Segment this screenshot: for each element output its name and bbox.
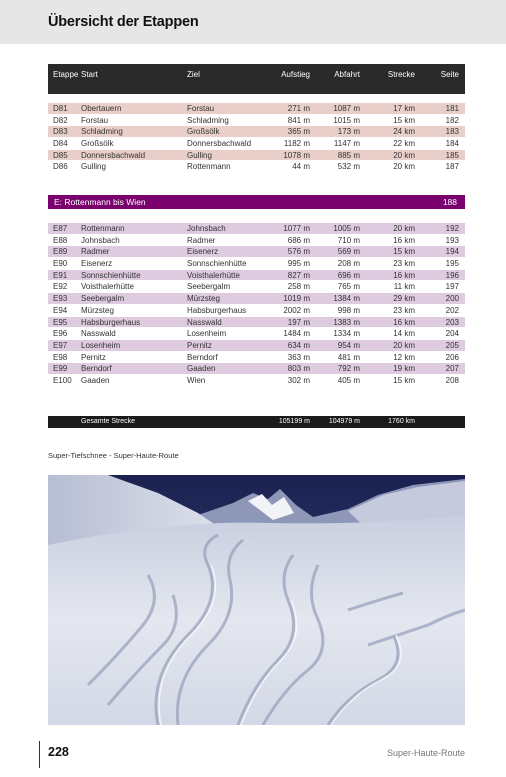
cell-start: Losenheim	[81, 340, 121, 350]
cell-strecke: 14 km	[393, 329, 415, 339]
cell-seite: 202	[445, 305, 459, 315]
header-abfahrt: Abfahrt	[334, 70, 360, 79]
cell-strecke: 15 km	[393, 115, 415, 125]
cell-strecke: 24 km	[393, 127, 415, 137]
cell-etappe: E94	[53, 305, 68, 315]
total-label: Gesamte Strecke	[81, 418, 136, 425]
cell-strecke: 23 km	[393, 259, 415, 269]
cell-start: Johnsbach	[81, 235, 120, 245]
table-row	[48, 258, 465, 270]
cell-abfahrt: 405 m	[337, 375, 360, 385]
cell-aufstieg: 1019 m	[283, 294, 310, 304]
table-row	[48, 305, 465, 317]
table-row	[48, 103, 465, 115]
cell-ziel: Seebergalm	[187, 282, 231, 292]
cell-aufstieg: 365 m	[287, 127, 310, 137]
table-row	[48, 352, 465, 364]
cell-strecke: 16 km	[393, 317, 415, 327]
cell-strecke: 19 km	[393, 364, 415, 374]
cell-seite: 183	[445, 127, 459, 137]
cell-strecke: 20 km	[393, 162, 415, 172]
cell-aufstieg: 827 m	[287, 270, 310, 280]
cell-abfahrt: 532 m	[337, 162, 360, 172]
table-row	[48, 317, 465, 329]
cell-strecke: 20 km	[393, 224, 415, 233]
cell-etappe: E92	[53, 282, 68, 292]
cell-abfahrt: 885 m	[337, 150, 360, 160]
cell-strecke: 16 km	[393, 235, 415, 245]
snow-photo-image	[48, 475, 465, 725]
photo-caption: Super-Tiefschnee - Super-Haute-Route	[48, 451, 179, 460]
cell-aufstieg: 44 m	[292, 162, 310, 172]
cell-seite: 185	[445, 150, 459, 160]
cell-etappe: E91	[53, 270, 68, 280]
total-strecke: 1760 km	[388, 418, 415, 425]
cell-abfahrt: 954 m	[337, 340, 360, 350]
cell-start: Forstau	[81, 115, 109, 125]
cell-seite: 193	[445, 235, 459, 245]
cell-ziel: Berndorf	[187, 352, 218, 362]
cell-seite: 194	[445, 247, 459, 257]
cell-start: Sonnschienhütte	[81, 270, 141, 280]
running-title: Super-Haute-Route	[386, 748, 465, 758]
cell-strecke: 11 km	[393, 282, 415, 292]
cell-abfahrt: 1015 m	[333, 115, 360, 125]
cell-etappe: E97	[53, 340, 68, 350]
cell-etappe: D83	[53, 127, 68, 137]
cell-start: Gaaden	[81, 375, 110, 385]
cell-start: Donnersbachwald	[81, 150, 146, 160]
cell-abfahrt: 696 m	[337, 270, 360, 280]
total-aufstieg: 105199 m	[278, 418, 310, 425]
cell-strecke: 20 km	[393, 340, 415, 350]
header-start: Start	[81, 70, 98, 79]
table-row	[48, 126, 465, 138]
cell-aufstieg: 1077 m	[283, 224, 310, 233]
cell-start: Mürzsteg	[81, 305, 114, 315]
cell-abfahrt: 792 m	[337, 364, 360, 374]
table-header	[48, 64, 465, 94]
cell-strecke: 16 km	[393, 270, 415, 280]
cell-etappe: D82	[53, 115, 68, 125]
table-row	[48, 223, 465, 235]
cell-seite: 187	[445, 162, 459, 172]
cell-abfahrt: 765 m	[337, 282, 360, 292]
cell-aufstieg: 2002 m	[283, 305, 310, 315]
section-e-rows	[48, 223, 465, 387]
cell-etappe: E88	[53, 235, 68, 245]
cell-abfahrt: 569 m	[337, 247, 360, 257]
cell-ziel: Gulling	[187, 150, 212, 160]
cell-aufstieg: 258 m	[287, 282, 310, 292]
cell-etappe: E98	[53, 352, 68, 362]
cell-seite: 192	[445, 224, 459, 233]
table-row	[48, 281, 465, 293]
table-row	[48, 138, 465, 150]
cell-aufstieg: 803 m	[287, 364, 310, 374]
cell-etappe: D81	[53, 104, 68, 113]
cell-etappe: E99	[53, 364, 68, 374]
cell-seite: 207	[445, 364, 459, 374]
cell-ziel: Schladming	[187, 115, 229, 125]
cell-strecke: 29 km	[393, 294, 415, 304]
cell-abfahrt: 1383 m	[333, 317, 360, 327]
cell-aufstieg: 271 m	[287, 104, 310, 113]
cell-etappe: E95	[53, 317, 68, 327]
cell-seite: 182	[445, 115, 459, 125]
cell-abfahrt: 1087 m	[333, 104, 360, 113]
cell-abfahrt: 173 m	[337, 127, 360, 137]
cell-ziel: Sonnschienhütte	[187, 259, 247, 269]
cell-seite: 206	[445, 352, 459, 362]
cell-start: Nasswald	[81, 329, 116, 339]
cell-ziel: Radmer	[187, 235, 216, 245]
cell-aufstieg: 363 m	[287, 352, 310, 362]
cell-strecke: 17 km	[393, 104, 415, 113]
header-aufstieg: Aufstieg	[281, 70, 310, 79]
cell-etappe: E93	[53, 294, 68, 304]
table-row	[48, 161, 465, 173]
cell-start: Obertauern	[81, 104, 122, 113]
cell-strecke: 15 km	[393, 247, 415, 257]
cell-etappe: E90	[53, 259, 68, 269]
table-row	[48, 115, 465, 127]
cell-seite: 204	[445, 329, 459, 339]
cell-start: Seebergalm	[81, 294, 125, 304]
footer-rule	[39, 741, 40, 768]
cell-seite: 197	[445, 282, 459, 292]
page-number: 228	[48, 745, 69, 759]
cell-start: Pernitz	[81, 352, 106, 362]
cell-strecke: 23 km	[393, 305, 415, 315]
section-d-rows	[48, 103, 465, 173]
table-row	[48, 246, 465, 258]
cell-ziel: Habsburgerhaus	[187, 305, 247, 315]
cell-start: Schladming	[81, 127, 123, 137]
cell-etappe: E87	[53, 224, 68, 233]
table-row	[48, 363, 465, 375]
section-e-bar	[48, 195, 465, 209]
cell-ziel: Rottenmann	[187, 162, 231, 172]
cell-etappe: E100	[53, 375, 72, 385]
cell-etappe: E96	[53, 329, 68, 339]
cell-aufstieg: 1078 m	[283, 150, 310, 160]
cell-start: Eisenerz	[81, 259, 113, 269]
section-e-page: 188	[442, 197, 457, 207]
cell-aufstieg: 841 m	[287, 115, 310, 125]
page-heading: Übersicht der Etappen	[48, 14, 199, 30]
cell-seite: 203	[445, 317, 459, 327]
table-row	[48, 328, 465, 340]
table-row	[48, 235, 465, 247]
cell-abfahrt: 1384 m	[333, 294, 360, 304]
snow-photo	[48, 475, 465, 725]
total-row	[48, 416, 465, 428]
cell-seite: 181	[445, 104, 459, 113]
cell-etappe: D84	[53, 139, 68, 149]
cell-strecke: 12 km	[393, 352, 415, 362]
cell-seite: 208	[445, 375, 459, 385]
header-ziel: Ziel	[187, 70, 200, 79]
cell-start: Voisthalerhütte	[81, 282, 134, 292]
cell-start: Berndorf	[81, 364, 112, 374]
section-e-title: E: Rottenmann bis Wien	[54, 197, 146, 207]
table-row	[48, 375, 465, 387]
cell-strecke: 20 km	[393, 150, 415, 160]
cell-ziel: Losenheim	[187, 329, 227, 339]
cell-abfahrt: 1005 m	[333, 224, 360, 233]
cell-abfahrt: 481 m	[337, 352, 360, 362]
cell-seite: 195	[445, 259, 459, 269]
cell-aufstieg: 1182 m	[283, 139, 310, 149]
cell-start: Radmer	[81, 247, 110, 257]
cell-ziel: Mürzsteg	[187, 294, 220, 304]
cell-start: Großsölk	[81, 139, 114, 149]
cell-ziel: Pernitz	[187, 340, 212, 350]
header-etappe: Etappe	[53, 70, 79, 79]
cell-ziel: Johnsbach	[187, 224, 226, 233]
cell-aufstieg: 995 m	[287, 259, 310, 269]
cell-ziel: Nasswald	[187, 317, 222, 327]
cell-strecke: 22 km	[393, 139, 415, 149]
cell-abfahrt: 998 m	[337, 305, 360, 315]
table-row	[48, 270, 465, 282]
cell-ziel: Wien	[187, 375, 206, 385]
cell-start: Gulling	[81, 162, 106, 172]
cell-strecke: 15 km	[393, 375, 415, 385]
cell-ziel: Voisthalerhütte	[187, 270, 240, 280]
cell-seite: 205	[445, 340, 459, 350]
cell-seite: 184	[445, 139, 459, 149]
table-row	[48, 293, 465, 305]
cell-seite: 200	[445, 294, 459, 304]
cell-abfahrt: 1334 m	[333, 329, 360, 339]
cell-etappe: D86	[53, 162, 68, 172]
cell-aufstieg: 197 m	[287, 317, 310, 327]
header-strecke: Strecke	[387, 70, 415, 79]
table-row	[48, 150, 465, 162]
cell-ziel: Donnersbachwald	[187, 139, 252, 149]
total-abfahrt: 104979 m	[328, 418, 360, 425]
cell-aufstieg: 686 m	[287, 235, 310, 245]
table-row	[48, 340, 465, 352]
cell-abfahrt: 208 m	[337, 259, 360, 269]
cell-aufstieg: 576 m	[287, 247, 310, 257]
cell-start: Habsburgerhaus	[81, 317, 141, 327]
cell-aufstieg: 1484 m	[283, 329, 310, 339]
header-seite: Seite	[440, 70, 459, 79]
cell-start: Rottenmann	[81, 224, 125, 233]
cell-abfahrt: 1147 m	[333, 139, 360, 149]
cell-ziel: Forstau	[187, 104, 215, 113]
cell-ziel: Gaaden	[187, 364, 216, 374]
cell-seite: 196	[445, 270, 459, 280]
cell-abfahrt: 710 m	[337, 235, 360, 245]
cell-aufstieg: 634 m	[287, 340, 310, 350]
cell-ziel: Eisenerz	[187, 247, 219, 257]
cell-ziel: Großsölk	[187, 127, 220, 137]
cell-etappe: E89	[53, 247, 68, 257]
cell-aufstieg: 302 m	[287, 375, 310, 385]
cell-etappe: D85	[53, 150, 68, 160]
